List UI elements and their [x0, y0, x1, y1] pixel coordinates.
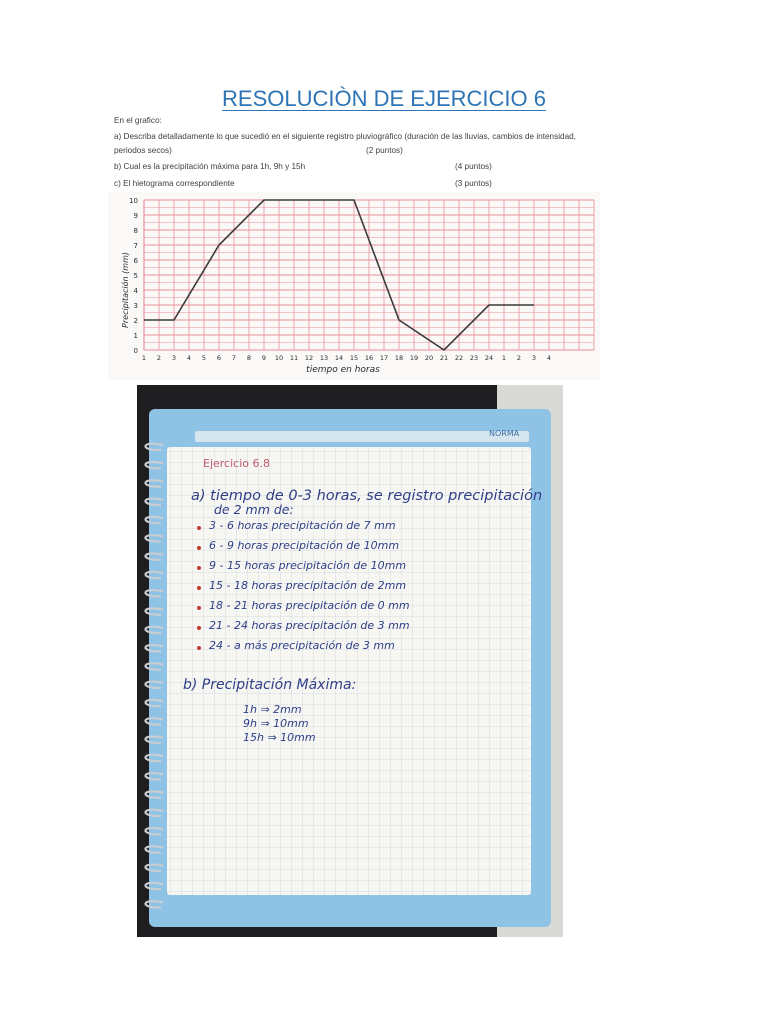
x-tick-label: 16 — [364, 354, 374, 362]
answer-a-intro-1: a) tiempo de 0-3 horas, se registro precipitación — [191, 488, 543, 504]
x-axis-label: tiempo en horas — [306, 365, 380, 375]
answer-a-item: 21 - 24 horas precipitación de 3 mm — [209, 619, 410, 632]
y-tick-label: 10 — [129, 197, 138, 205]
x-tick-label: 22 — [454, 354, 464, 362]
y-tick-label: 3 — [133, 302, 138, 310]
question-c-points: (3 puntos) — [455, 179, 492, 188]
notebook-heading: Ejercicio 6.8 — [203, 457, 270, 470]
brand-logo: NORMA — [489, 429, 520, 438]
list-bullet — [197, 546, 201, 550]
x-tick-label: 11 — [289, 354, 299, 362]
y-tick-label: 6 — [133, 257, 138, 265]
pluviograph-chart — [108, 192, 600, 380]
question-c-text: c) El hietograma correspondiente — [114, 179, 235, 188]
x-tick-label: 7 — [231, 354, 237, 362]
x-tick-label: 10 — [274, 354, 284, 362]
list-bullet — [197, 566, 201, 570]
y-tick-label: 4 — [133, 287, 138, 295]
x-tick-label: 2 — [156, 354, 162, 362]
x-tick-label: 3 — [531, 354, 537, 362]
x-tick-label: 13 — [319, 354, 329, 362]
y-tick-label: 0 — [133, 347, 138, 355]
question-b-text: b) Cual es la precipitación máxima para 1h, 9h y 15h — [114, 162, 306, 171]
x-tick-labels — [142, 354, 551, 362]
list-bullet — [197, 526, 201, 530]
answer-a-item: 24 - a más precipitación de 3 mm — [209, 639, 395, 652]
x-tick-label: 15 — [349, 354, 359, 362]
x-tick-label: 20 — [424, 354, 434, 362]
x-tick-label: 3 — [171, 354, 177, 362]
answer-a-intro-2: de 2 mm de: — [214, 502, 294, 517]
x-tick-label: 4 — [546, 354, 552, 362]
x-tick-label: 18 — [394, 354, 404, 362]
x-tick-label: 9 — [261, 354, 267, 362]
y-tick-label: 9 — [133, 212, 138, 220]
y-tick-labels — [129, 197, 138, 355]
answer-a-item: 6 - 9 horas precipitación de 10mm — [209, 539, 400, 552]
question-a-line1: a) Describa detalladamente lo que sucedió en el siguiente registro pluviográfico (duración de las lluvias, cambios de intensidad, — [114, 132, 576, 141]
x-tick-label: 8 — [246, 354, 252, 362]
intro-text: En el grafico: — [114, 116, 162, 125]
notebook-photo — [137, 385, 563, 937]
x-tick-label: 5 — [201, 354, 207, 362]
x-tick-label: 1 — [141, 354, 147, 362]
answer-a-item: 15 - 18 horas precipitación de 2mm — [209, 579, 407, 592]
answer-b-item-2: 9h ⇒ 10mm — [243, 717, 309, 730]
y-tick-label: 1 — [133, 332, 138, 340]
answer-a-item: 3 - 6 horas precipitación de 7 mm — [209, 519, 396, 532]
y-tick-label: 7 — [133, 242, 138, 250]
answer-b-heading: b) Precipitación Máxima: — [183, 677, 357, 693]
x-tick-label: 17 — [379, 354, 389, 362]
list-bullet — [197, 606, 201, 610]
question-a-line2: periodos secos) — [114, 146, 172, 155]
list-bullet — [197, 646, 201, 650]
x-tick-label: 4 — [186, 354, 192, 362]
list-bullet — [197, 586, 201, 590]
x-tick-label: 12 — [304, 354, 314, 362]
y-tick-label: 2 — [133, 317, 138, 325]
chart-grid — [144, 200, 594, 350]
y-axis-label: Precipitación (mm) — [121, 252, 130, 328]
x-tick-label: 23 — [469, 354, 479, 362]
answer-b-item-1: 1h ⇒ 2mm — [243, 703, 302, 716]
y-tick-label: 8 — [133, 227, 138, 235]
x-tick-label: 1 — [501, 354, 507, 362]
x-tick-label: 24 — [484, 354, 494, 362]
x-tick-label: 6 — [216, 354, 222, 362]
question-b-points: (4 puntos) — [455, 162, 492, 171]
chart-svg — [108, 192, 600, 380]
answer-a-item: 9 - 15 horas precipitación de 10mm — [209, 559, 407, 572]
x-tick-label: 21 — [439, 354, 449, 362]
x-tick-label: 14 — [334, 354, 344, 362]
question-a-points: (2 puntos) — [366, 146, 403, 155]
answer-b-item-3: 15h ⇒ 10mm — [243, 731, 316, 744]
x-tick-label: 2 — [516, 354, 522, 362]
notebook-drawing — [137, 385, 563, 937]
page-title: RESOLUCIÒN DE EJERCICIO 6 — [222, 86, 546, 111]
list-bullet — [197, 626, 201, 630]
y-tick-label: 5 — [133, 272, 138, 280]
x-tick-label: 19 — [409, 354, 419, 362]
answer-a-item: 18 - 21 horas precipitación de 0 mm — [209, 599, 410, 612]
